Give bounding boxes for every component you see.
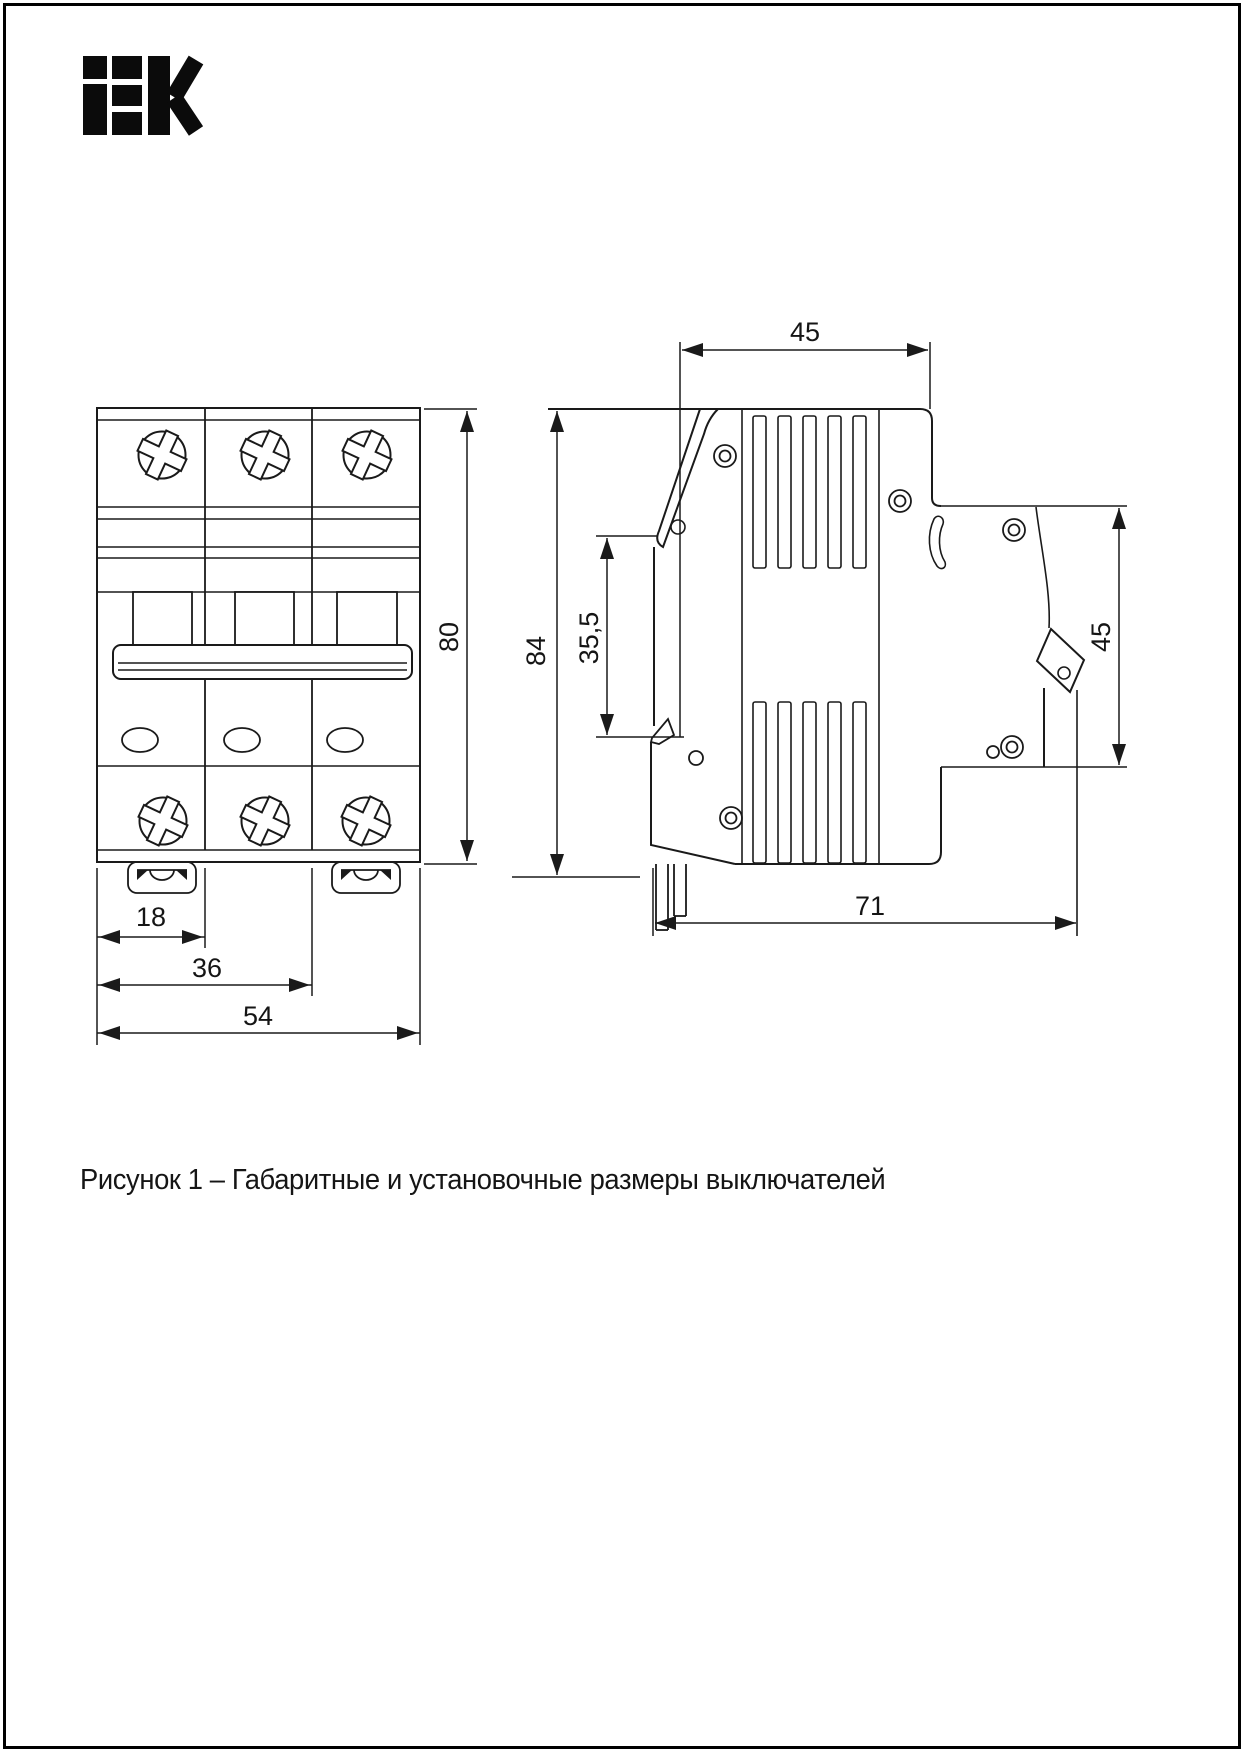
figure-caption: Рисунок 1 – Габаритные и установочные размеры выключателей [80,1164,886,1196]
toggle-handles [133,592,397,645]
iek-logo [83,56,196,135]
din-latch [1037,629,1084,936]
indicator-windows [122,728,363,752]
front-view [97,408,420,893]
terminal-screw-icon [130,423,399,487]
terminal-screw-icon [131,789,398,853]
vent-slots-upper [753,416,866,568]
dim-label-two-modules: 36 [191,953,223,983]
curved-slot [929,516,945,568]
toggle-crossbar [113,645,412,679]
dim-label-rear-height: 45 [1086,621,1116,653]
dim-label-upper-front-height: 35,5 [574,611,604,665]
vent-slots-lower [753,702,866,863]
toggle-lever [657,409,718,547]
dim-label-total-width: 54 [242,1001,274,1031]
dim-label-top-depth: 45 [789,317,821,347]
dim-label-front-height: 80 [434,621,464,653]
dim-label-total-depth: 71 [854,891,886,921]
side-view [548,409,1127,936]
dim-label-module-width: 18 [135,902,167,932]
lever-pivot-dot [671,520,685,534]
din-clip [128,862,400,893]
dim-label-total-height: 84 [521,635,551,667]
